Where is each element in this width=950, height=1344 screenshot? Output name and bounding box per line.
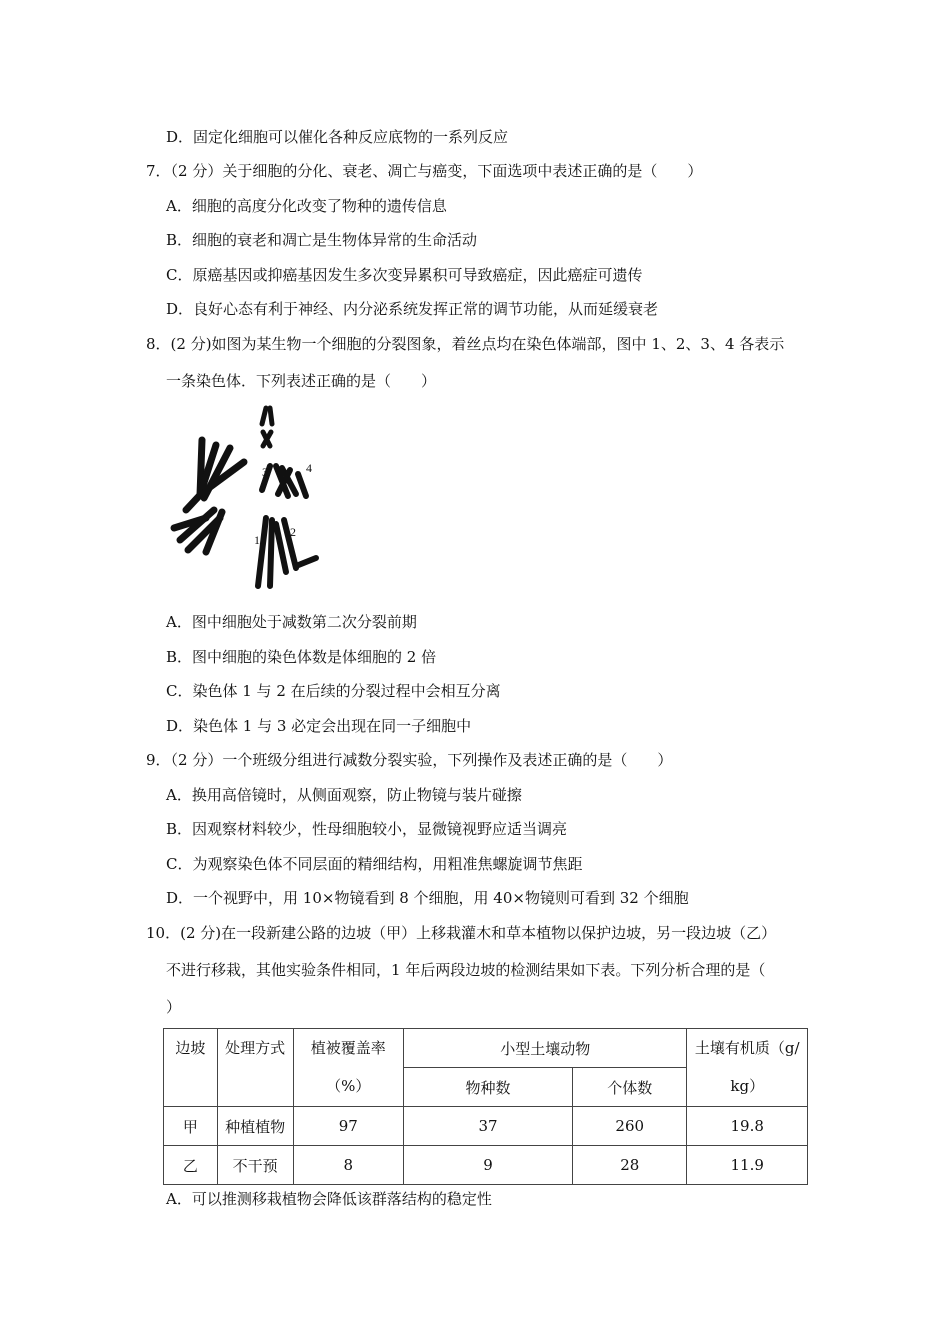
option-8d: D．染色体 1 与 3 必定会出现在同一子细胞中 [166, 717, 472, 735]
cell-slope: 乙 [164, 1146, 218, 1185]
chromosome-label-2: 2 [290, 525, 296, 539]
question-7: 7．（2 分）关于细胞的分化、衰老、凋亡与癌变，下面选项中表述正确的是（ ） [146, 162, 703, 180]
header-species: 物种数 [403, 1068, 572, 1107]
option-9b: B．因观察材料较少，性母细胞较小，显微镜视野应适当调亮 [166, 820, 568, 838]
header-cover-line-2: （%） [326, 1077, 371, 1095]
option-8b: B．图中细胞的染色体数是体细胞的 2 倍 [166, 648, 437, 666]
option-6d: D．固定化细胞可以催化各种反应底物的一系列反应 [166, 128, 509, 146]
option-9c: C．为观察染色体不同层面的精细结构，用粗准焦螺旋调节焦距 [166, 855, 583, 873]
chromosome-group-left-upper [186, 440, 244, 510]
question-10-line-1: 10．(2 分)在一段新建公路的边坡（甲）上移栽灌木和草本植物以保护边坡，另一段边坡（乙） [146, 924, 777, 942]
table-row [164, 1107, 808, 1146]
option-8a: A．图中细胞处于减数第二次分裂前期 [166, 613, 417, 631]
cell-individuals: 260 [573, 1107, 687, 1146]
chromosome-figure [166, 400, 326, 592]
header-organic-line-2: kg） [730, 1077, 765, 1095]
cell-individuals: 28 [573, 1146, 687, 1185]
option-7c: C．原癌基因或抑癌基因发生多次变异累积可导致癌症，因此癌症可遗传 [166, 266, 643, 284]
option-9a: A．换用高倍镜时，从侧面观察，防止物镜与装片碰擦 [166, 786, 522, 804]
chromosome-top [262, 408, 272, 446]
option-7b: B．细胞的衰老和凋亡是生物体异常的生命活动 [166, 231, 478, 249]
question-8-line-2: 一条染色体．下列表述正确的是（ ） [166, 372, 437, 390]
results-table [163, 1028, 808, 1185]
cell-organic: 19.8 [687, 1107, 808, 1146]
header-method: 处理方式 [217, 1029, 293, 1107]
option-8c: C．染色体 1 与 2 在后续的分裂过程中会相互分离 [166, 682, 501, 700]
header-organic-line-1: 土壤有机质（g/ [694, 1039, 800, 1057]
header-organic [687, 1029, 808, 1107]
question-8-line-1: 8．(2 分)如图为某生物一个细胞的分裂图象，着丝点均在染色体端部，图中 1、2、3、4 各表示 [146, 335, 785, 353]
header-cover-line-1: 植被覆盖率 [310, 1039, 386, 1057]
cell-species: 37 [403, 1107, 572, 1146]
chromosome-group-1-2 [258, 518, 316, 586]
table-row [164, 1146, 808, 1185]
header-cover [293, 1029, 403, 1107]
option-9d: D．一个视野中，用 10×物镜看到 8 个细胞，用 40×物镜则可看到 32 个细胞 [166, 889, 689, 907]
header-animals: 小型土壤动物 [403, 1029, 687, 1068]
header-individuals: 个体数 [573, 1068, 687, 1107]
chromosome-group-3-4 [262, 466, 306, 496]
cell-slope: 甲 [164, 1107, 218, 1146]
cell-cover: 8 [293, 1146, 403, 1185]
option-7a: A．细胞的高度分化改变了物种的遗传信息 [166, 197, 447, 215]
cell-cover: 97 [293, 1107, 403, 1146]
header-slope: 边坡 [164, 1029, 218, 1107]
cell-method: 不干预 [217, 1146, 293, 1185]
option-10a: A．可以推测移栽植物会降低该群落结构的稳定性 [166, 1190, 492, 1208]
question-10-line-3: ） [166, 998, 182, 1016]
chromosome-label-4: 4 [306, 461, 312, 475]
chromosome-group-left-lower [174, 510, 222, 552]
cell-organic: 11.9 [687, 1146, 808, 1185]
question-9: 9．（2 分）一个班级分组进行减数分裂实验，下列操作及表述正确的是（ ） [146, 751, 673, 769]
cell-species: 9 [403, 1146, 572, 1185]
question-10-line-2: 不进行移栽，其他实验条件相同，1 年后两段边坡的检测结果如下表。下列分析合理的是（ [166, 961, 766, 979]
cell-method: 种植植物 [217, 1107, 293, 1146]
chromosome-label-3: 3 [262, 465, 268, 479]
chromosome-label-1: 1 [254, 533, 260, 547]
option-7d: D．良好心态有利于神经、内分泌系统发挥正常的调节功能，从而延缓衰老 [166, 300, 659, 318]
